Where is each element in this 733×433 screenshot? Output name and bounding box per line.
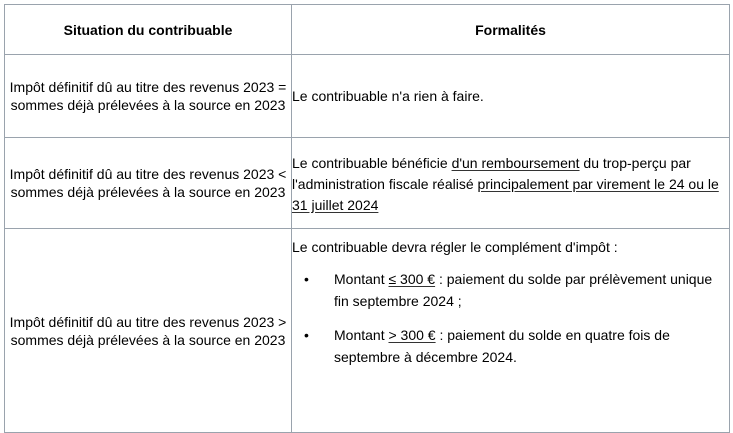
underlined-refund: d'un remboursement: [451, 154, 580, 171]
bullet-text: : paiement du solde par prélèvement unique fin septembre 2024 ;: [334, 271, 713, 309]
formalites-cell: [292, 138, 730, 229]
bullet-icon: •: [304, 327, 309, 343]
situation-cell: Impôt définitif dû au titre des revenus 2023 > sommes déjà prélevées à la source en 2023: [5, 229, 292, 433]
list-item: [292, 324, 729, 368]
formalites-text: Le contribuable bénéficie: [292, 154, 452, 171]
situation-cell: Impôt définitif dû au titre des revenus 2023 = sommes déjà prélevées à la source en 2023: [5, 55, 292, 138]
formalites-cell: [292, 229, 730, 433]
situation-cell: Impôt définitif dû au titre des revenus 2023 < sommes déjà prélevées à la source en 2023: [5, 138, 292, 229]
header-formalites: Formalités: [292, 5, 730, 55]
underlined-transfer-date: principalement par virement le 24 ou le 31 juillet 2024: [292, 175, 719, 213]
table-row: [5, 138, 730, 229]
formalites-cell: Le contribuable n'a rien à faire.: [292, 55, 730, 138]
table-row: [5, 55, 730, 138]
bullet-prefix: Montant: [334, 271, 389, 287]
header-situation: Situation du contribuable: [5, 5, 292, 55]
list-item: [292, 268, 729, 312]
bullet-prefix: Montant: [334, 327, 389, 343]
bullet-icon: •: [304, 271, 309, 287]
formalites-intro: Le contribuable devra régler le complément d'impôt :: [292, 239, 618, 255]
threshold-gt-300: > 300 €: [388, 327, 436, 343]
payment-options-list: [292, 268, 729, 368]
formalites-text: du trop-perçu par l'administration fiscale réalisé: [292, 154, 691, 192]
tax-situation-table: [4, 4, 730, 433]
threshold-le-300: ≤ 300 €: [388, 271, 436, 287]
bullet-text: : paiement du solde en quatre fois de septembre à décembre 2024.: [334, 327, 670, 365]
table-row: [5, 229, 730, 433]
header-row: [5, 5, 730, 55]
